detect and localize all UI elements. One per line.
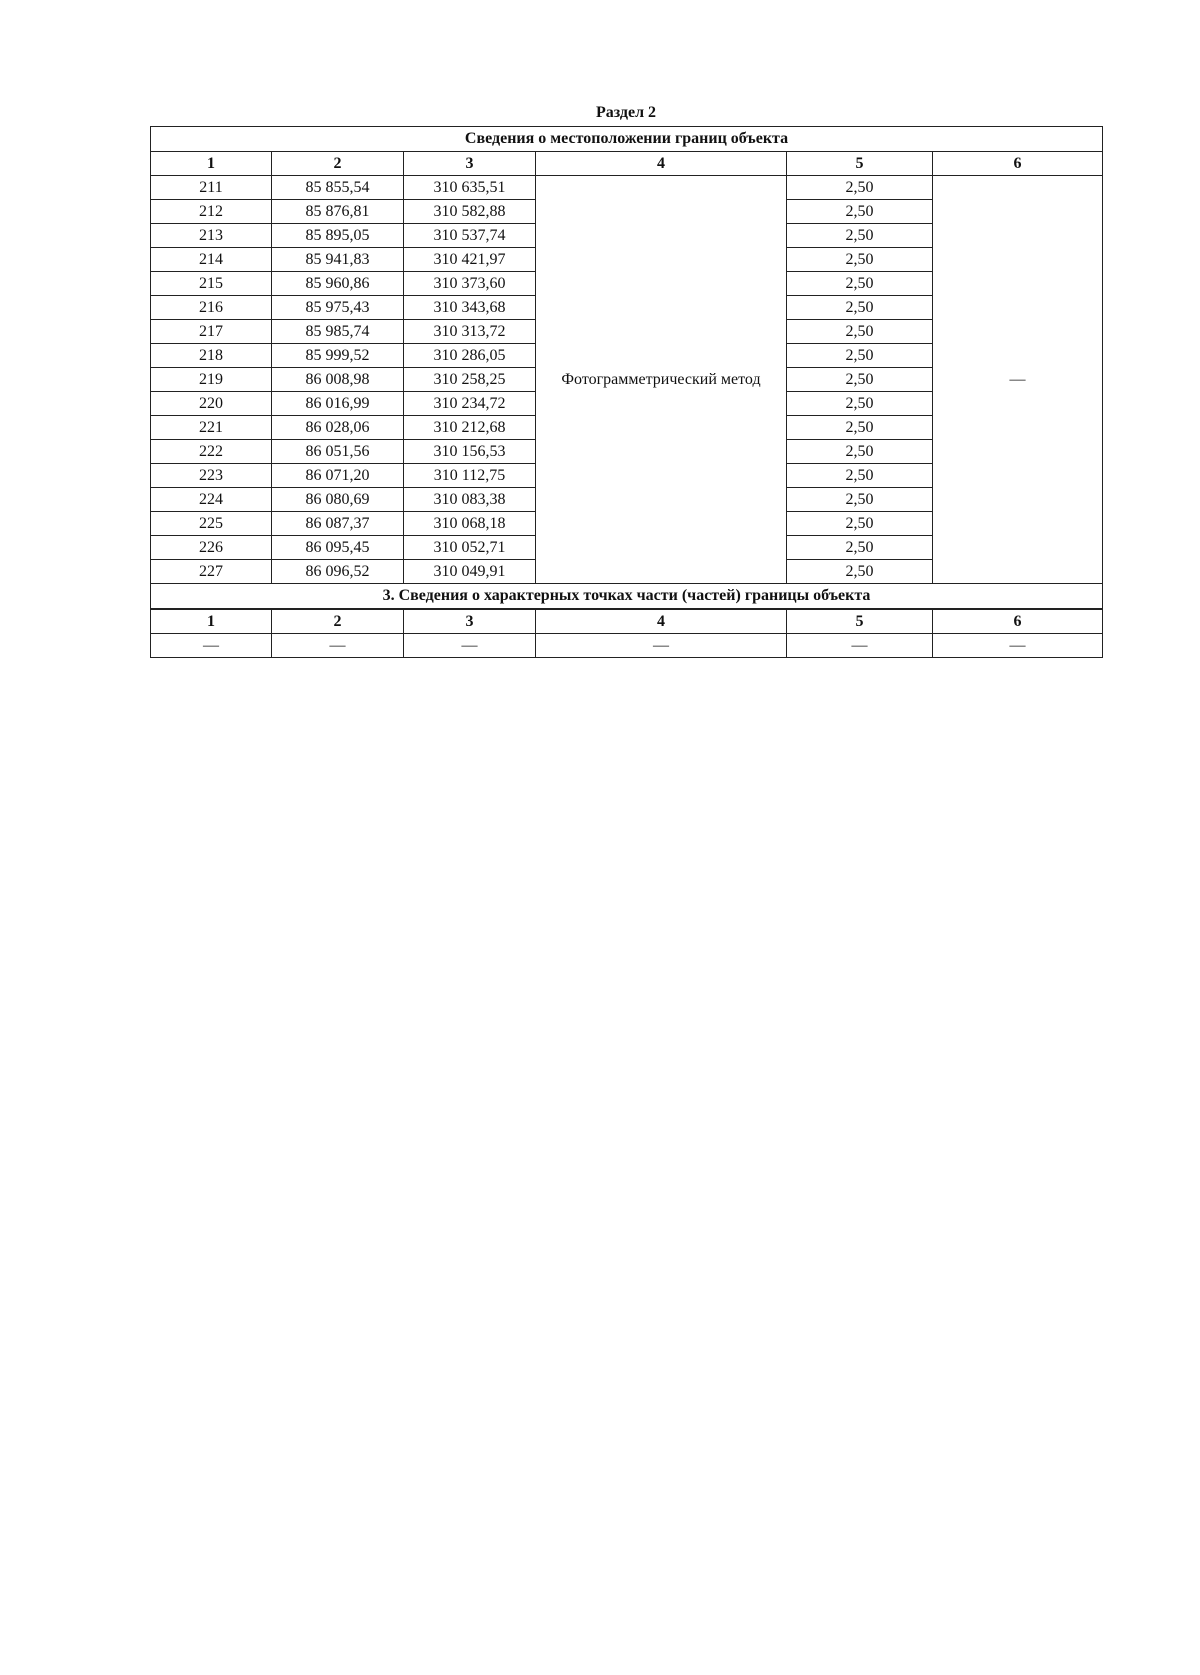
column-number: 1 [151, 609, 272, 634]
coordinate-x-cell: 86 028,06 [272, 416, 404, 440]
part3-caption: 3. Сведения о характерных точках части (частей) границы объекта [151, 584, 1103, 610]
point-number-cell: 211 [151, 176, 272, 200]
coordinate-y-cell: 310 052,71 [404, 536, 536, 560]
part3-column-number-row [151, 609, 1103, 634]
column-number: 3 [404, 609, 536, 634]
accuracy-cell: 2,50 [787, 224, 933, 248]
accuracy-cell: 2,50 [787, 200, 933, 224]
coordinate-y-cell: 310 156,53 [404, 440, 536, 464]
coordinate-x-cell: 86 096,52 [272, 560, 404, 584]
column-number: 5 [787, 609, 933, 634]
coordinate-x-cell: 85 999,52 [272, 344, 404, 368]
accuracy-cell: 2,50 [787, 416, 933, 440]
coordinate-y-cell: 310 343,68 [404, 296, 536, 320]
point-number-cell: 224 [151, 488, 272, 512]
part3-caption-row [151, 584, 1103, 610]
column-number-row [151, 152, 1103, 176]
point-number-cell: 217 [151, 320, 272, 344]
accuracy-cell: 2,50 [787, 560, 933, 584]
point-number-cell: 225 [151, 512, 272, 536]
accuracy-cell: 2,50 [787, 488, 933, 512]
point-number-cell: 219 [151, 368, 272, 392]
coordinate-y-cell: 310 234,72 [404, 392, 536, 416]
coordinate-y-cell: 310 421,97 [404, 248, 536, 272]
coordinate-y-cell: 310 373,60 [404, 272, 536, 296]
coordinate-y-cell: 310 635,51 [404, 176, 536, 200]
coordinate-x-cell: 86 095,45 [272, 536, 404, 560]
accuracy-cell: 2,50 [787, 464, 933, 488]
coordinate-y-cell: 310 537,74 [404, 224, 536, 248]
coordinate-x-cell: 85 985,74 [272, 320, 404, 344]
accuracy-cell: 2,50 [787, 344, 933, 368]
coordinate-x-cell: 86 016,99 [272, 392, 404, 416]
coordinate-y-cell: 310 286,05 [404, 344, 536, 368]
coordinate-y-cell: 310 068,18 [404, 512, 536, 536]
point-number-cell: 221 [151, 416, 272, 440]
coordinate-y-cell: 310 313,72 [404, 320, 536, 344]
column-number: 4 [536, 152, 787, 176]
coordinate-y-cell: 310 258,25 [404, 368, 536, 392]
section-title: Раздел 2 [595, 104, 657, 121]
coordinate-x-cell: 86 080,69 [272, 488, 404, 512]
part3-cell: — [404, 634, 536, 658]
column-number: 2 [272, 609, 404, 634]
part3-cell: — [787, 634, 933, 658]
column-number: 5 [787, 152, 933, 176]
point-number-cell: 212 [151, 200, 272, 224]
coordinate-x-cell: 85 855,54 [272, 176, 404, 200]
point-number-cell: 216 [151, 296, 272, 320]
table-caption-row [151, 127, 1103, 152]
coordinate-y-cell: 310 212,68 [404, 416, 536, 440]
point-number-cell: 213 [151, 224, 272, 248]
accuracy-cell: 2,50 [787, 176, 933, 200]
coordinate-x-cell: 86 087,37 [272, 512, 404, 536]
coordinate-x-cell: 86 008,98 [272, 368, 404, 392]
table-caption: Сведения о местоположении границ объекта [151, 127, 1103, 152]
table-row [151, 176, 1103, 200]
point-number-cell: 227 [151, 560, 272, 584]
point-number-cell: 226 [151, 536, 272, 560]
column-number: 6 [933, 152, 1103, 176]
accuracy-cell: 2,50 [787, 440, 933, 464]
column-number: 2 [272, 152, 404, 176]
point-number-cell: 223 [151, 464, 272, 488]
point-number-cell: 214 [151, 248, 272, 272]
accuracy-cell: 2,50 [787, 368, 933, 392]
coordinate-x-cell: 85 895,05 [272, 224, 404, 248]
part3-cell: — [151, 634, 272, 658]
column-number: 1 [151, 152, 272, 176]
point-number-cell: 220 [151, 392, 272, 416]
coordinate-y-cell: 310 083,38 [404, 488, 536, 512]
column-number: 4 [536, 609, 787, 634]
point-number-cell: 218 [151, 344, 272, 368]
point-number-cell: 215 [151, 272, 272, 296]
part3-row [151, 634, 1103, 658]
coordinate-y-cell: 310 112,75 [404, 464, 536, 488]
coordinate-y-cell: 310 582,88 [404, 200, 536, 224]
coordinate-x-cell: 86 071,20 [272, 464, 404, 488]
coordinate-x-cell: 85 876,81 [272, 200, 404, 224]
column-6-cell: — [933, 176, 1103, 584]
column-number: 3 [404, 152, 536, 176]
accuracy-cell: 2,50 [787, 536, 933, 560]
coordinate-x-cell: 85 960,86 [272, 272, 404, 296]
part3-cell: — [933, 634, 1103, 658]
part3-cell: — [272, 634, 404, 658]
accuracy-cell: 2,50 [787, 512, 933, 536]
coordinate-x-cell: 85 975,43 [272, 296, 404, 320]
point-number-cell: 222 [151, 440, 272, 464]
accuracy-cell: 2,50 [787, 296, 933, 320]
accuracy-cell: 2,50 [787, 392, 933, 416]
coordinate-y-cell: 310 049,91 [404, 560, 536, 584]
method-cell: Фотограмметрический метод [536, 176, 787, 584]
part3-cell: — [536, 634, 787, 658]
accuracy-cell: 2,50 [787, 248, 933, 272]
boundary-table [150, 126, 1103, 658]
accuracy-cell: 2,50 [787, 320, 933, 344]
coordinate-x-cell: 85 941,83 [272, 248, 404, 272]
column-number: 6 [933, 609, 1103, 634]
coordinate-x-cell: 86 051,56 [272, 440, 404, 464]
accuracy-cell: 2,50 [787, 272, 933, 296]
